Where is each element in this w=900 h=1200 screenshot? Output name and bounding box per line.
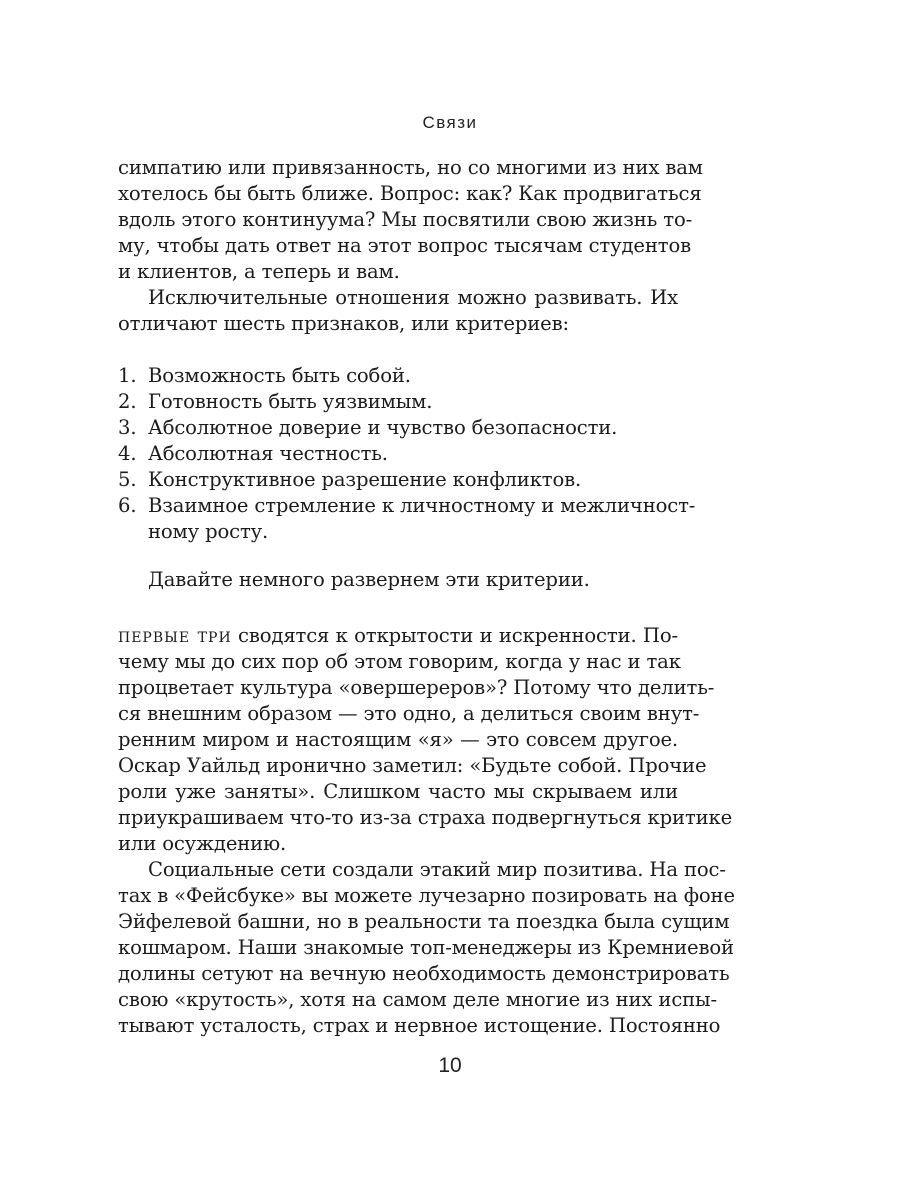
- text-line: симпатию или привязанность, но со многими из них вам: [118, 156, 703, 179]
- criteria-list: [118, 363, 696, 545]
- text-line: ся внешним образом — это одно, а делиться своим внут-: [118, 702, 700, 725]
- text-line: приукрашиваем что-то из-за страха подвергнуться критике: [118, 806, 733, 829]
- text-line: долины сетуют на вечную необходимость демонстрировать: [118, 962, 730, 985]
- list-item: 3. Абсолютное доверие и чувство безопасности.: [118, 416, 618, 439]
- page-number: 10: [438, 1054, 462, 1077]
- paragraph-criteria-intro: [118, 285, 678, 337]
- text-line: Исключительные отношения можно развивать. Их: [148, 286, 678, 309]
- text-line: или осуждению.: [118, 832, 287, 855]
- list-item: 4. Абсолютная честность.: [118, 442, 388, 465]
- list-item-continuation: ному росту.: [148, 520, 269, 543]
- running-head: Связи: [422, 113, 478, 132]
- text-line: роли уже заняты». Слишком часто мы скрываем или: [118, 780, 678, 803]
- text-line: Давайте немного развернем эти критерии.: [148, 568, 590, 591]
- text-line: вдоль этого континуума? Мы посвятили свою жизнь то-: [118, 208, 693, 231]
- text-line: Социальные сети создали этакий мир позитива. На пос-: [148, 858, 726, 881]
- text-line: тывают усталость, страх и нервное истощение. Постоянно: [118, 1014, 721, 1037]
- text-line: отличают шесть признаков, или критериев:: [118, 312, 569, 335]
- paragraph-expand: [118, 567, 678, 593]
- text-line: Эйфелевой башни, но в реальности та поездка была сущим: [118, 910, 730, 933]
- text-line: свою «крутость», хотя на самом деле многие из них испы-: [118, 988, 717, 1011]
- paragraph-social-networks: [118, 857, 735, 1039]
- text-line: Оскар Уайльд иронично заметил: «Будьте собой. Прочие: [118, 754, 707, 777]
- text-line: первые три сводятся к открытости и искренности. По-: [118, 624, 678, 647]
- list-item: 1. Возможность быть собой.: [118, 364, 411, 387]
- text-line: кошмаром. Наши знакомые топ-менеджеры из Кремниевой: [118, 936, 734, 959]
- text-line: хотелось бы быть ближе. Вопрос: как? Как продвигаться: [118, 182, 702, 205]
- list-item: 2. Готовность быть уязвимым.: [118, 390, 433, 413]
- text-line: тах в «Фейсбуке» вы можете лучезарно позировать на фоне: [118, 884, 735, 907]
- section-lead-smallcaps: первые три: [118, 624, 232, 647]
- text-line: чему мы до сих пор об этом говорим, когда у нас и так: [118, 650, 681, 673]
- text-line: и клиентов, а теперь и вам.: [118, 260, 400, 283]
- paragraph-intro: [118, 155, 703, 285]
- text-line: му, чтобы дать ответ на этот вопрос тысячам студентов: [118, 234, 691, 257]
- list-item: 5. Конструктивное разрешение конфликтов.: [118, 468, 582, 491]
- list-item: 6. Взаимное стремление к личностному и межличност-: [118, 494, 696, 517]
- text-line: процветает культура «овершереров»? Потому что делить-: [118, 676, 715, 699]
- paragraph-first-three: [118, 623, 733, 857]
- text-line: ренним миром и настоящим «я» — это совсем другое.: [118, 728, 678, 751]
